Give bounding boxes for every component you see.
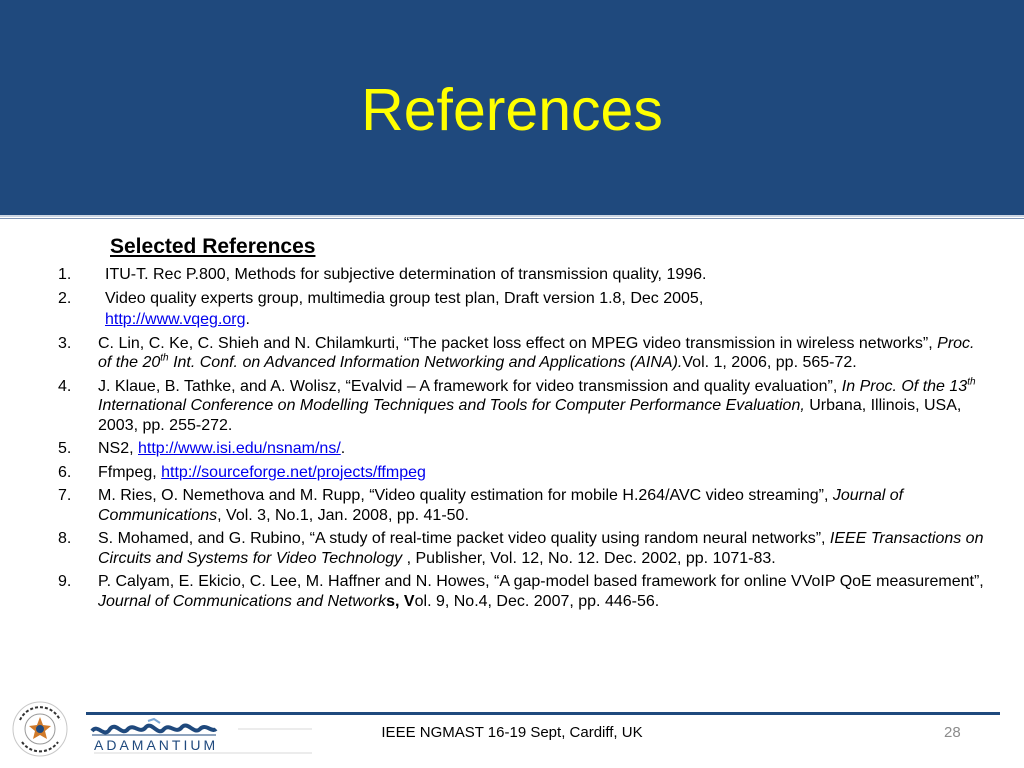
slide-title: References xyxy=(361,77,663,143)
reference-link[interactable]: http://www.vqeg.org xyxy=(105,311,246,328)
reference-text: Ffmpeg, xyxy=(98,463,162,481)
reference-venue: Proc. of the 20 xyxy=(98,334,975,371)
reference-text: Video quality experts group, multimedia group test plan, Draft version 1.8, Dec 2005, xyxy=(105,289,704,307)
reference-item xyxy=(58,334,988,373)
banner-divider-thin xyxy=(0,218,1024,219)
reference-number: 6. xyxy=(58,463,72,481)
reference-authors: M. Ries, O. Nemethova and M. Rupp, “Video quality estimation for mobile H.264/AVC video streaming”, xyxy=(98,487,833,504)
reference-venue: Journal of Communications xyxy=(98,487,904,524)
reference-venue-cont: International Conference on Modelling Techniques and Tools for Computer Performance Evaluation, xyxy=(98,397,805,414)
reference-item xyxy=(58,463,988,483)
reference-number: 1. xyxy=(58,266,72,283)
reference-text: ITU-T. Rec P.800, Methods for subjective determination of transmission quality, 1996. xyxy=(105,266,707,283)
reference-number: 3. xyxy=(58,334,72,352)
reference-venue: In Proc. Of the 13 xyxy=(841,377,968,395)
reference-number: 7. xyxy=(58,487,72,504)
reference-details: ol. 9, No.4, Dec. 2007, pp. 446-56. xyxy=(414,592,660,610)
reference-venue: IEEE Transactions on Circuits and Systems for Video Technology xyxy=(98,530,984,567)
reference-authors: C. Lin, C. Ke, C. Shieh and N. Chilamkurti, “The packet loss effect on MPEG video transmission in wireless networks”, xyxy=(98,334,938,352)
reference-authors: P. Calyam, E. Ekicio, C. Lee, M. Haffner and N. Howes, “A gap-model based framework for online VVoIP QoE measurement”, xyxy=(98,573,984,590)
reference-item xyxy=(58,377,988,436)
reference-details: , Vol. 3, No.1, Jan. 2008, pp. 41-50. xyxy=(217,506,469,524)
reference-item xyxy=(58,486,988,525)
reference-superscript: th xyxy=(160,352,169,364)
footer-text: IEEE NGMAST 16-19 Sept, Cardiff, UK xyxy=(381,724,643,741)
reference-authors: J. Klaue, B. Tathke, and A. Wolisz, “Evalvid – A framework for video transmission and quality evaluation”, xyxy=(98,377,842,395)
reference-list xyxy=(58,265,988,615)
reference-text: NS2, xyxy=(98,440,139,457)
reference-punctuation: . xyxy=(340,440,346,457)
reference-item xyxy=(58,439,988,459)
reference-number: 2. xyxy=(58,289,72,307)
reference-item xyxy=(58,529,988,568)
reference-bold-fragment: s, V xyxy=(386,592,415,610)
reference-item xyxy=(58,265,988,285)
reference-item-continuation xyxy=(58,310,988,330)
reference-venue: Journal of Communications and Network xyxy=(98,592,387,610)
page-number: 28 xyxy=(944,724,961,741)
reference-link[interactable]: http://sourceforge.net/projects/ffmpeg xyxy=(161,463,426,481)
banner-divider xyxy=(0,215,1024,217)
reference-details: Vol. 1, 2006, pp. 565-72. xyxy=(682,354,857,371)
reference-item xyxy=(58,289,988,309)
footer-divider xyxy=(86,712,1000,715)
reference-punctuation: . xyxy=(245,311,250,328)
reference-link[interactable]: http://www.isi.edu/nsnam/ns/ xyxy=(138,440,341,457)
reference-superscript: th xyxy=(967,376,976,388)
reference-details: , Publisher, Vol. 12, No. 12. Dec. 2002, pp. 1071-83. xyxy=(402,549,776,567)
reference-number: 4. xyxy=(58,377,72,395)
adamantium-wordmark: ADAMANTIUM xyxy=(94,737,219,753)
reference-details: Urbana, Illinois, USA, 2003, pp. 255-272. xyxy=(98,397,962,434)
reference-number: 9. xyxy=(58,573,72,590)
section-heading: Selected References xyxy=(110,235,316,258)
reference-number: 8. xyxy=(58,530,72,547)
reference-venue-cont: Int. Conf. on Advanced Information Networking and Applications (AINA). xyxy=(168,354,683,371)
reference-authors: S. Mohamed, and G. Rubino, “A study of real-time packet video quality using random neural networks”, xyxy=(98,530,830,547)
reference-number: 5. xyxy=(58,440,72,457)
reference-item xyxy=(58,572,988,611)
